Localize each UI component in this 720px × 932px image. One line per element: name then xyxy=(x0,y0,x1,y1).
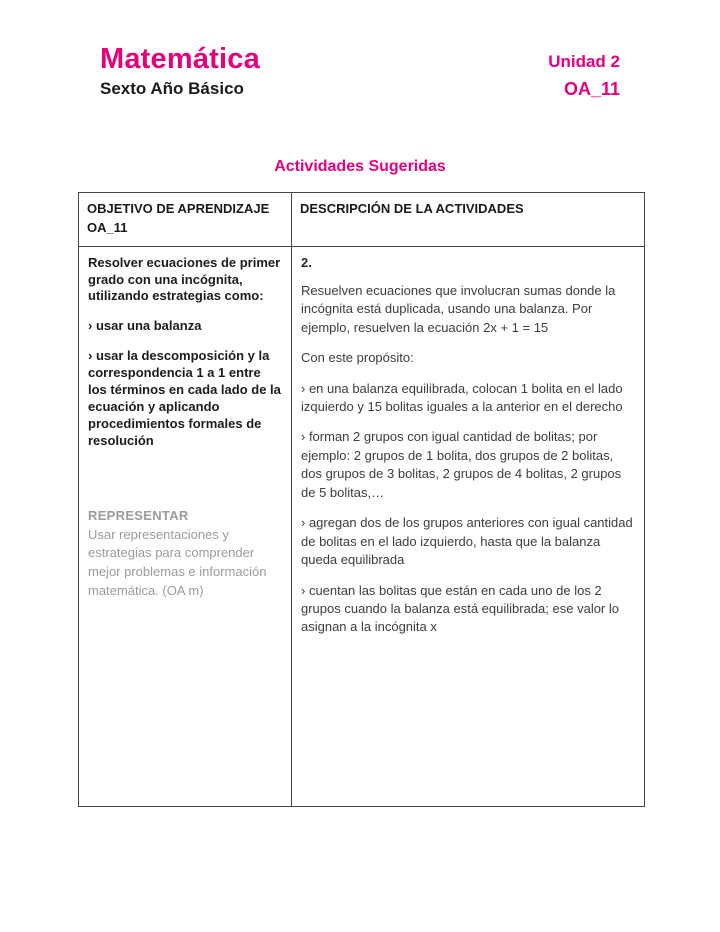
oa-code-label: OA_11 xyxy=(563,79,620,99)
unit-label: Unidad 2 xyxy=(548,52,620,71)
activity-number: 2. xyxy=(301,254,312,270)
description-cell xyxy=(292,246,645,806)
objective-intro: Resolver ecuaciones de primer grado con una incógnita, utilizando estrategias como: xyxy=(88,254,281,304)
table-header-row xyxy=(79,193,645,247)
doc-subtitle: Sexto Año Básico xyxy=(100,78,244,98)
activity-paragraph: › en una balanza equilibrada, colocan 1 bolita en el lado izquierdo y 15 bolitas iguales a la anterior en el derecho xyxy=(301,380,623,414)
header-left xyxy=(100,44,260,99)
activity-paragraph: › forman 2 grupos con igual cantidad de bolitas; por ejemplo: 2 grupos de 1 bolita, dos grupos de 2 bolitas, dos grupos de 3 bolitas, 2 grupos de 4 bolitas, 2 grupos de 5 bolitas,… xyxy=(301,429,622,500)
description-column-header xyxy=(292,193,645,247)
objective-bullet: › usar la descomposición y la correspondencia 1 a 1 entre los términos en cada lado de la ecuación y aplicando procedimientos formales de resolución xyxy=(88,348,281,448)
objective-header-line1: OBJETIVO DE APRENDIZAJE xyxy=(87,201,270,216)
description-header-text: DESCRIPCIÓN DE LA ACTIVIDADES xyxy=(300,201,524,216)
represent-heading: REPRESENTAR xyxy=(88,507,189,523)
activity-paragraph: › cuentan las bolitas que están en cada uno de los 2 grupos cuando la balanza está equilibrada; ese valor lo asignan a la incógnita x xyxy=(301,582,619,635)
section-title: Actividades Sugeridas xyxy=(274,158,446,175)
header-right xyxy=(548,44,620,100)
objective-header-line2: OA_11 xyxy=(87,219,128,235)
activities-table xyxy=(78,192,645,807)
objective-cell xyxy=(79,246,292,806)
activity-paragraph: › agregan dos de los grupos anteriores con igual cantidad de bolitas en el lado izquierdo, hasta que la balanza queda equilibrada xyxy=(301,515,633,568)
table-body-row xyxy=(79,246,645,806)
activity-paragraph: Resuelven ecuaciones que involucran sumas donde la incógnita está duplicada, usando una balanza. Por ejemplo, resuelven la ecuación 2x + 1 = 15 xyxy=(301,282,616,335)
represent-block xyxy=(88,508,282,601)
doc-title: Matemática xyxy=(100,43,260,75)
activity-paragraph: Con este propósito: xyxy=(301,350,414,366)
page-header xyxy=(0,0,720,100)
objective-column-header xyxy=(79,193,292,247)
represent-text: Usar representaciones y estrategias para comprender mejor problemas e información matemática. (OA m) xyxy=(88,526,267,599)
objective-bullet: › usar una balanza xyxy=(88,318,202,334)
